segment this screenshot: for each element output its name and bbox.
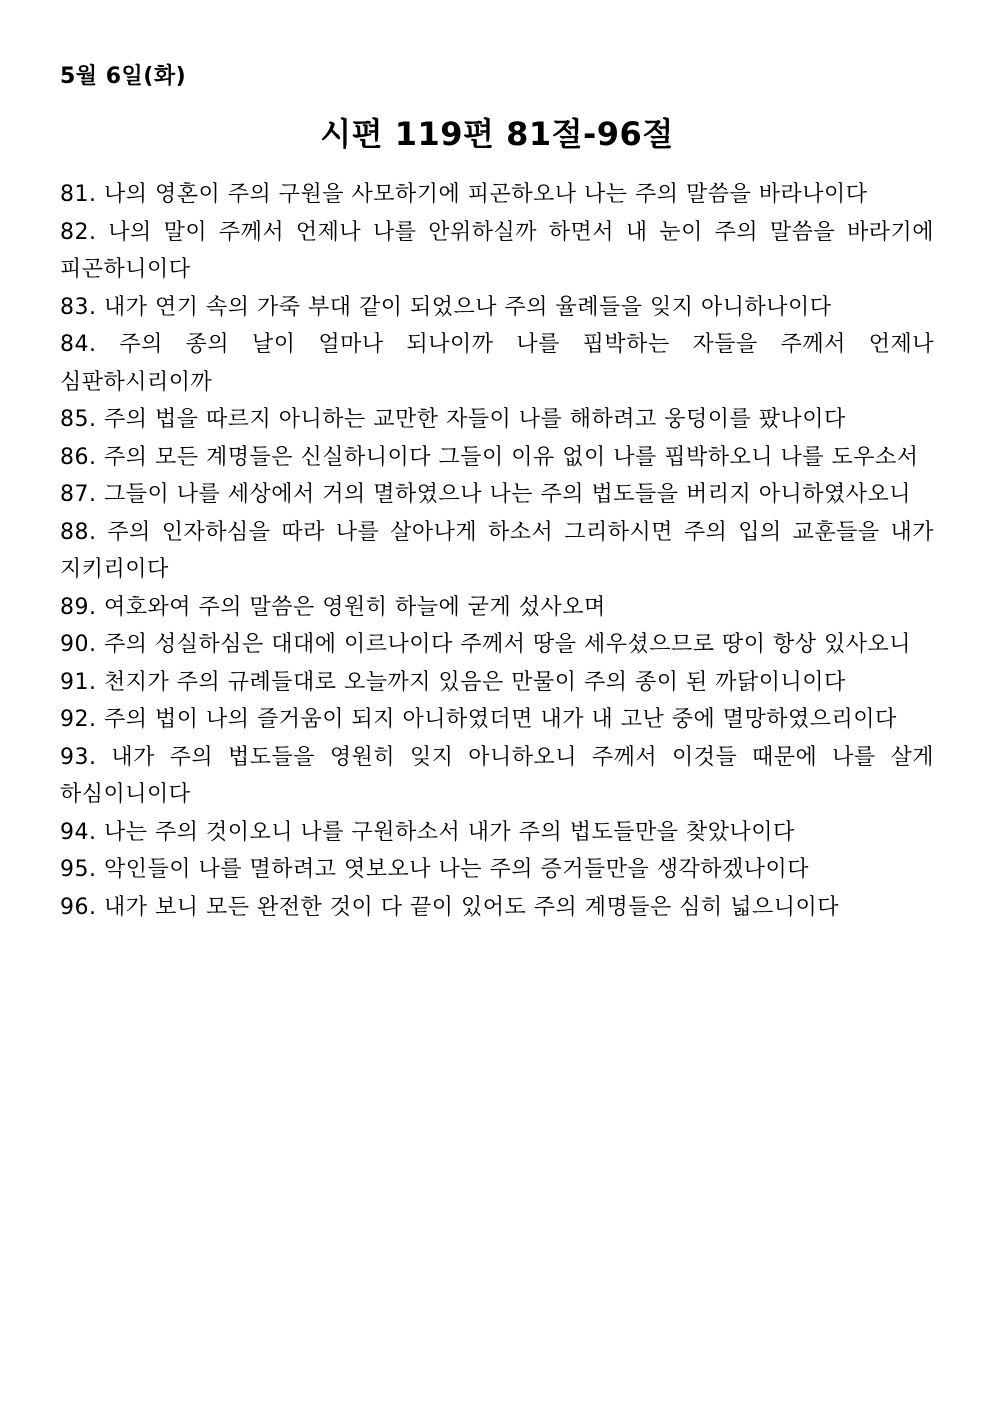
verse-84: 84. 주의 종의 날이 얼마나 되나이까 나를 핍박하는 자들을 주께서 언제나 심판하시리이까 — [60, 332, 934, 395]
verse-88: 88. 주의 인자하심을 따라 나를 살아나게 하소서 그리하시면 주의 입의 교훈들을 내가 지키리이다 — [60, 519, 934, 582]
page-title: 시편 119편 81절-96절 — [320, 115, 674, 153]
verse-83: 83. 내가 연기 속의 가죽 부대 같이 되었으나 주의 율례들을 잊지 아니하나이다 — [60, 294, 832, 320]
date-heading: 5월 6일(화) — [60, 64, 187, 89]
verse-90: 90. 주의 성실하심은 대대에 이르나이다 주께서 땅을 세우셨으므로 땅이 항상 있사오니 — [60, 632, 911, 657]
verse-list — [60, 176, 934, 926]
verse-96: 96. 내가 보니 모든 완전한 것이 다 끝이 있어도 주의 계명들은 심히 넓으니이다 — [60, 894, 839, 920]
verse-87: 87. 그들이 나를 세상에서 거의 멸하였으나 나는 주의 법도들을 버리지 아니하였사오니 — [60, 482, 911, 507]
verse-94: 94. 나는 주의 것이오니 나를 구원하소서 내가 주의 법도들만을 찾았나이다 — [60, 819, 795, 845]
verse-86: 86. 주의 모든 계명들은 신실하니이다 그들이 이유 없이 나를 핍박하오니 나를 도우소서 — [60, 444, 919, 470]
verse-92: 92. 주의 법이 나의 즐거움이 되지 아니하였더면 내가 내 고난 중에 멸망하였으리이다 — [60, 707, 897, 732]
verse-89: 89. 여호와여 주의 말씀은 영원히 하늘에 굳게 섰사오며 — [60, 594, 606, 620]
verse-81: 81. 나의 영혼이 주의 구원을 사모하기에 피곤하오나 나는 주의 말씀을 바라나이다 — [60, 182, 868, 207]
verse-95: 95. 악인들이 나를 멸하려고 엿보오나 나는 주의 증거들만을 생각하겠나이다 — [60, 857, 809, 882]
verse-91: 91. 천지가 주의 규례들대로 오늘까지 있음은 만물이 주의 종이 된 까닭이니이다 — [60, 669, 846, 695]
verse-85: 85. 주의 법을 따르지 아니하는 교만한 자들이 나를 해하려고 웅덩이를 팠나이다 — [60, 407, 846, 432]
verse-82: 82. 나의 말이 주께서 언제나 나를 안위하실까 하면서 내 눈이 주의 말씀을 바라기에 피곤하니이다 — [60, 219, 934, 282]
verse-93: 93. 내가 주의 법도들을 영원히 잊지 아니하오니 주께서 이것들 때문에 나를 살게 하심이니이다 — [60, 744, 934, 807]
